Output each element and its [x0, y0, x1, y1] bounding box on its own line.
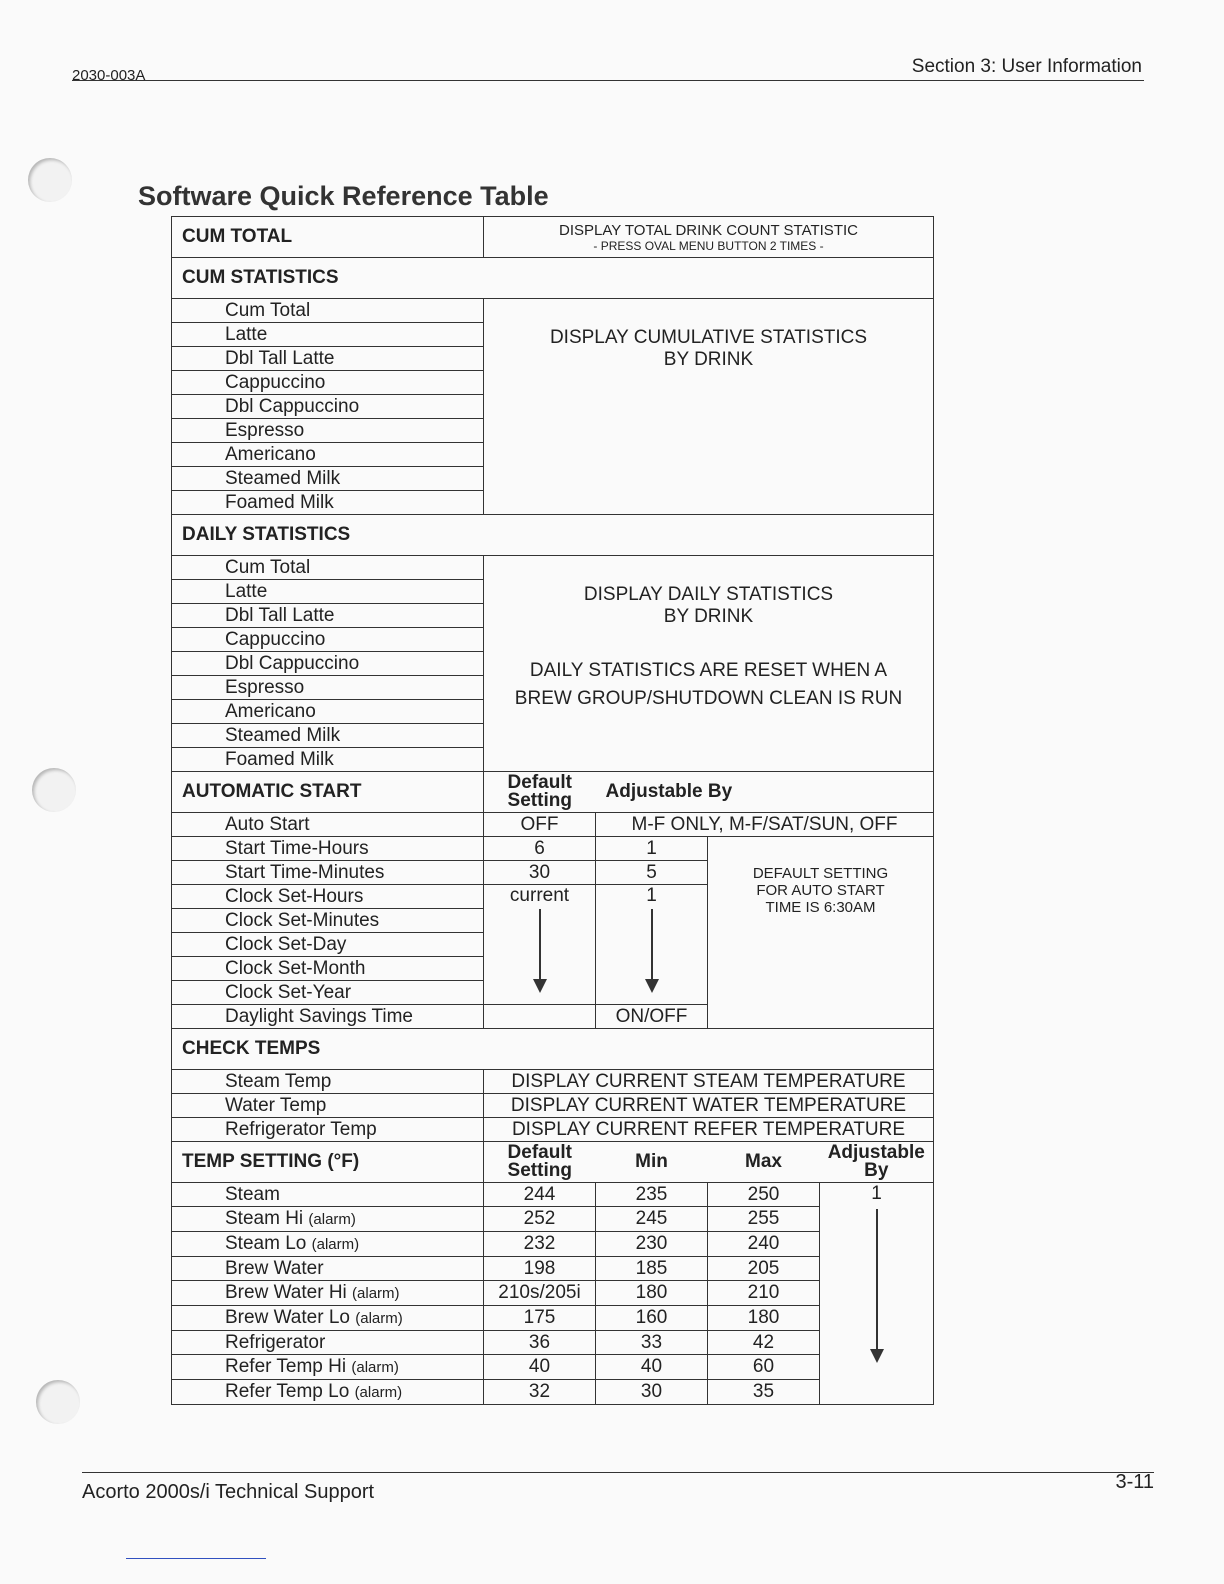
check-temp-desc: DISPLAY CURRENT REFER TEMPERATURE: [484, 1118, 934, 1142]
temp-max: 180: [708, 1306, 820, 1331]
stat-item-label: Dbl Tall Latte: [172, 604, 484, 628]
daily-statistics-header: [172, 515, 934, 556]
dst-label: Daylight Savings Time: [172, 1005, 484, 1029]
stat-item-label: Cappuccino: [172, 628, 484, 652]
temp-default-header: Default Setting: [484, 1142, 596, 1183]
check-temps-header: [172, 1029, 934, 1070]
temp-max: 42: [708, 1331, 820, 1355]
temp-min: 30: [596, 1380, 708, 1405]
stat-item-label: Steamed Milk: [172, 467, 484, 491]
stat-item-label: Cum Total: [172, 556, 484, 580]
temp-default: 244: [484, 1183, 596, 1207]
temp-setting-row: [172, 1306, 934, 1331]
check-temp-label: Steam Temp: [172, 1070, 484, 1094]
clock-adjust-cell: [596, 885, 708, 1005]
clock-minutes-label: Clock Set-Minutes: [172, 909, 484, 933]
punch-hole: [32, 768, 76, 812]
temp-default: 175: [484, 1306, 596, 1331]
temp-max: 255: [708, 1207, 820, 1232]
temp-min: 160: [596, 1306, 708, 1331]
temp-setting-row: [172, 1257, 934, 1281]
temp-min: 185: [596, 1257, 708, 1281]
temp-setting-label: Steam Lo (alarm): [172, 1232, 484, 1257]
adjustable-by-header: Adjustable By: [596, 772, 934, 813]
stat-row: [172, 299, 934, 323]
footer-rule: [82, 1472, 1154, 1473]
clock-default: current: [509, 885, 570, 906]
down-arrow-icon: [867, 1205, 887, 1365]
temp-default: 252: [484, 1207, 596, 1232]
page-number: 3-11: [1115, 1471, 1154, 1493]
temp-setting-label: Brew Water Hi (alarm): [172, 1281, 484, 1306]
temp-default: 198: [484, 1257, 596, 1281]
cum-total-label: CUM TOTAL: [172, 217, 484, 258]
start-hours-default: 6: [484, 837, 596, 861]
temp-min: 180: [596, 1281, 708, 1306]
footer-title: Acorto 2000s/i Technical Support: [82, 1481, 375, 1503]
auto-start-adjust: M-F ONLY, M-F/SAT/SUN, OFF: [596, 813, 934, 837]
stat-item-label: Foamed Milk: [172, 491, 484, 515]
temp-setting-row: [172, 1380, 934, 1405]
down-arrow-icon: [642, 907, 662, 995]
start-minutes-adjust: 5: [596, 861, 708, 885]
stat-item-label: Cum Total: [172, 299, 484, 323]
temp-default: 210s/205i: [484, 1281, 596, 1306]
header-rule: [72, 80, 1144, 81]
temp-max: 60: [708, 1355, 820, 1380]
temp-default: 232: [484, 1232, 596, 1257]
check-temp-label: Refrigerator Temp: [172, 1118, 484, 1142]
temp-setting-row: [172, 1207, 934, 1232]
clock-day-label: Clock Set-Day: [172, 933, 484, 957]
temp-setting-header: [172, 1142, 934, 1183]
default-setting-header: Default Setting: [484, 772, 596, 813]
temp-min: 40: [596, 1355, 708, 1380]
check-temp-desc: DISPLAY CURRENT WATER TEMPERATURE: [484, 1094, 934, 1118]
start-hours-row: [172, 837, 934, 861]
cum-total-desc: DISPLAY TOTAL DRINK COUNT STATISTIC - PRESS OVAL MENU BUTTON 2 TIMES -: [484, 217, 934, 258]
stat-item-label: Americano: [172, 443, 484, 467]
temp-max: 240: [708, 1232, 820, 1257]
stat-item-label: Steamed Milk: [172, 724, 484, 748]
temp-setting-label: Steam: [172, 1183, 484, 1207]
start-minutes-label: Start Time-Minutes: [172, 861, 484, 885]
dst-adjust: ON/OFF: [596, 1005, 708, 1029]
automatic-start-header: [172, 772, 934, 813]
dst-default: [484, 1005, 596, 1029]
temp-setting-row: [172, 1331, 934, 1355]
temp-setting-label: Brew Water Lo (alarm): [172, 1306, 484, 1331]
temp-setting-label: Refer Temp Hi (alarm): [172, 1355, 484, 1380]
alarm-tag: (alarm): [351, 1359, 399, 1376]
temp-min: 235: [596, 1183, 708, 1207]
clock-month-label: Clock Set-Month: [172, 957, 484, 981]
alarm-tag: (alarm): [355, 1310, 403, 1327]
stat-description: DISPLAY CUMULATIVE STATISTICS BY DRINK: [484, 299, 934, 515]
stat-item-label: Dbl Cappuccino: [172, 395, 484, 419]
temp-setting-row: [172, 1232, 934, 1257]
temp-setting-row: [172, 1183, 934, 1207]
start-hours-label: Start Time-Hours: [172, 837, 484, 861]
stat-item-label: Latte: [172, 580, 484, 604]
clock-adjust: 1: [646, 885, 657, 906]
quick-reference-table: [171, 216, 934, 1405]
punch-hole: [28, 158, 72, 202]
cum-statistics-header: [172, 258, 934, 299]
temp-min: 230: [596, 1232, 708, 1257]
temp-max: 250: [708, 1183, 820, 1207]
temp-max: 210: [708, 1281, 820, 1306]
check-temps-label: CHECK TEMPS: [172, 1029, 934, 1070]
auto-start-label: Auto Start: [172, 813, 484, 837]
stat-item-label: Espresso: [172, 676, 484, 700]
page-title: Software Quick Reference Table: [138, 181, 549, 211]
alarm-tag: (alarm): [311, 1236, 360, 1253]
check-temp-label: Water Temp: [172, 1094, 484, 1118]
stat-item-label: Cappuccino: [172, 371, 484, 395]
temp-default: 40: [484, 1355, 596, 1380]
temp-setting-label: Refer Temp Lo (alarm): [172, 1380, 484, 1405]
temp-min: 33: [596, 1331, 708, 1355]
stat-item-label: Dbl Cappuccino: [172, 652, 484, 676]
check-temp-row: [172, 1094, 934, 1118]
auto-start-note: DEFAULT SETTING FOR AUTO START TIME IS 6:30AM: [708, 837, 934, 1029]
temp-min: 245: [596, 1207, 708, 1232]
auto-start-row: [172, 813, 934, 837]
stat-item-label: Americano: [172, 700, 484, 724]
down-arrow-icon: [530, 907, 550, 995]
check-temp-row: [172, 1070, 934, 1094]
auto-start-default: OFF: [484, 813, 596, 837]
alarm-tag: (alarm): [308, 1211, 356, 1228]
temp-min-header: Min: [596, 1142, 708, 1183]
temp-setting-label: TEMP SETTING (°F): [172, 1142, 484, 1183]
doc-id: 2030-003A: [72, 67, 146, 84]
stat-item-label: Foamed Milk: [172, 748, 484, 772]
stat-row: [172, 556, 934, 580]
check-temp-desc: DISPLAY CURRENT STEAM TEMPERATURE: [484, 1070, 934, 1094]
cum-statistics-label: CUM STATISTICS: [172, 258, 934, 299]
punch-hole: [36, 1380, 80, 1424]
automatic-start-label: AUTOMATIC START: [172, 772, 484, 813]
start-minutes-default: 30: [484, 861, 596, 885]
temp-setting-row: [172, 1281, 934, 1306]
temp-setting-label: Refrigerator: [172, 1331, 484, 1355]
section-title: Section 3: User Information: [911, 56, 1142, 77]
daily-statistics-label: DAILY STATISTICS: [172, 515, 934, 556]
stat-item-label: Latte: [172, 323, 484, 347]
temp-setting-label: Brew Water: [172, 1257, 484, 1281]
start-hours-adjust: 1: [596, 837, 708, 861]
clock-year-label: Clock Set-Year: [172, 981, 484, 1005]
temp-adjust-header: Adjustable By: [820, 1142, 934, 1183]
temp-setting-row: [172, 1355, 934, 1380]
temp-adjust-cell: [820, 1183, 934, 1405]
stat-description: DISPLAY DAILY STATISTICS BY DRINK DAILY STATISTICS ARE RESET WHEN A BREW GROUP/SHUTDOWN CLEAN IS RUN: [484, 556, 934, 772]
alarm-tag: (alarm): [352, 1285, 400, 1302]
temp-max: 35: [708, 1380, 820, 1405]
clock-default-cell: [484, 885, 596, 1005]
stat-item-label: Espresso: [172, 419, 484, 443]
temp-max: 205: [708, 1257, 820, 1281]
temp-default: 32: [484, 1380, 596, 1405]
temp-max-header: Max: [708, 1142, 820, 1183]
temp-setting-label: Steam Hi (alarm): [172, 1207, 484, 1232]
temp-adjust-value: 1: [871, 1183, 882, 1204]
stat-item-label: Dbl Tall Latte: [172, 347, 484, 371]
clock-hours-label: Clock Set-Hours: [172, 885, 484, 909]
cum-total-row: [172, 217, 934, 258]
check-temp-row: [172, 1118, 934, 1142]
alarm-tag: (alarm): [354, 1384, 403, 1401]
bottom-rule: [126, 1558, 266, 1559]
temp-default: 36: [484, 1331, 596, 1355]
